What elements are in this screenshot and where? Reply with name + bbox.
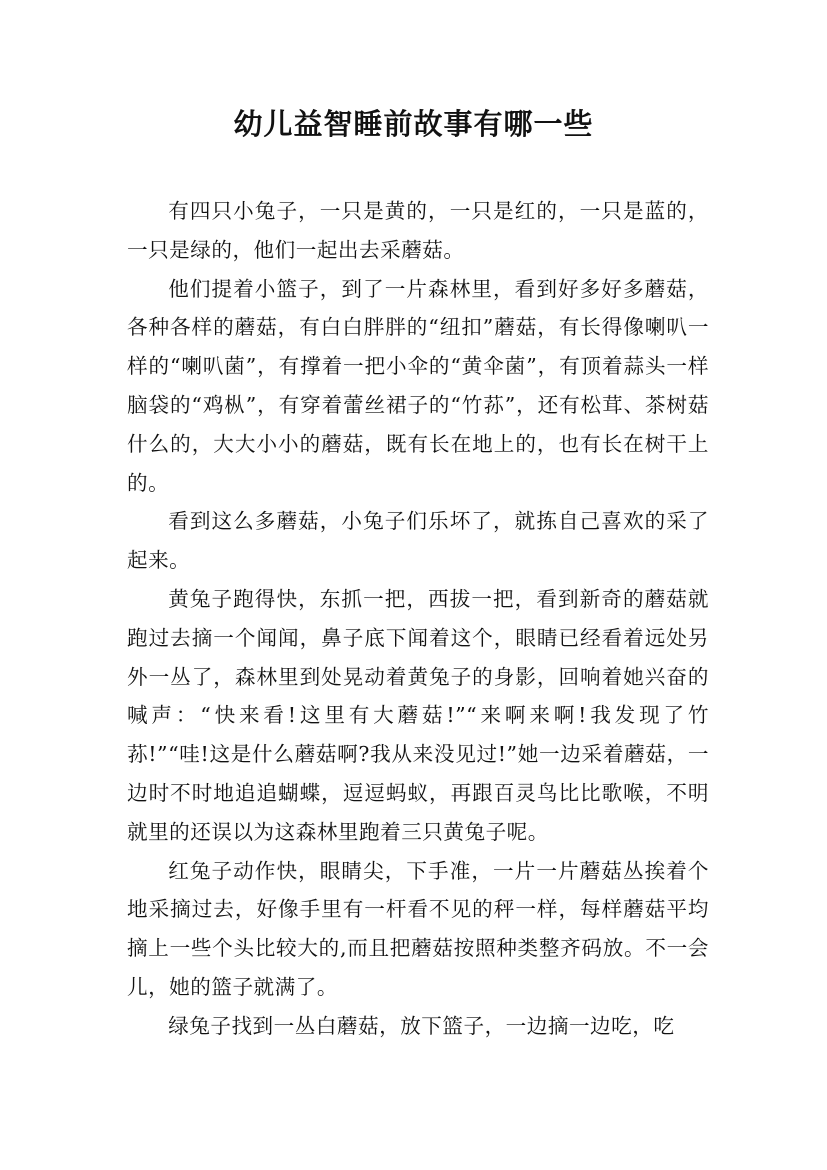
paragraph-5: 红兔子动作快，眼睛尖，下手准，一片一片蘑菇丛挨着个地采摘过去，好像手里有一杆看不见的秤一样，每样蘑菇平均摘上一些个头比较大的,而且把蘑菇按照种类整齐码放。不一会儿，她的篮子就满了。 <box>127 858 709 999</box>
document-body <box>127 192 709 1046</box>
document-title: 幼儿益智睡前故事有哪一些 <box>233 107 594 141</box>
paragraph-1: 有四只小兔子，一只是黄的，一只是红的，一只是蓝的，一只是绿的，他们一起出去采蘑菇。 <box>127 199 709 262</box>
paragraph-3: 看到这么多蘑菇，小兔子们乐坏了，就拣自己喜欢的采了起来。 <box>127 509 709 573</box>
paragraph-4: 黄兔子跑得快，东抓一把，西拔一把，看到新奇的蘑菇就跑过去摘一个闻闻，鼻子底下闻着这个，眼睛已经看着远处另外一丛了，森林里到处晃动着黄兔子的身影，回响着她兴奋的喊声：“快来看!这里有大蘑菇!”“来啊来啊!我发现了竹荪!”“哇!这是什么蘑菇啊?我从来没见过!”她一边采着蘑菇，一边时不时地追追蝴蝶，逗逗蚂蚁，再跟百灵鸟比比歌喉，不明就里的还误以为这森林里跑着三只黄兔子呢。 <box>127 586 709 844</box>
paragraph-6: 绿兔子找到一丛白蘑菇，放下篮子，一边摘一边吃，吃 <box>168 1013 675 1038</box>
paragraph-2: 他们提着小篮子，到了一片森林里，看到好多好多蘑菇，各种各样的蘑菇，有白白胖胖的“纽扣”蘑菇，有长得像喇叭一样的“喇叭菌”，有撑着一把小伞的“黄伞菌”，有顶着蒜头一样脑袋的“鸡枞”，有穿着蕾丝裙子的“竹荪”，还有松茸、茶树菇什么的，大大小小的蘑菇，既有长在地上的，也有长在树干上的。 <box>127 276 709 495</box>
